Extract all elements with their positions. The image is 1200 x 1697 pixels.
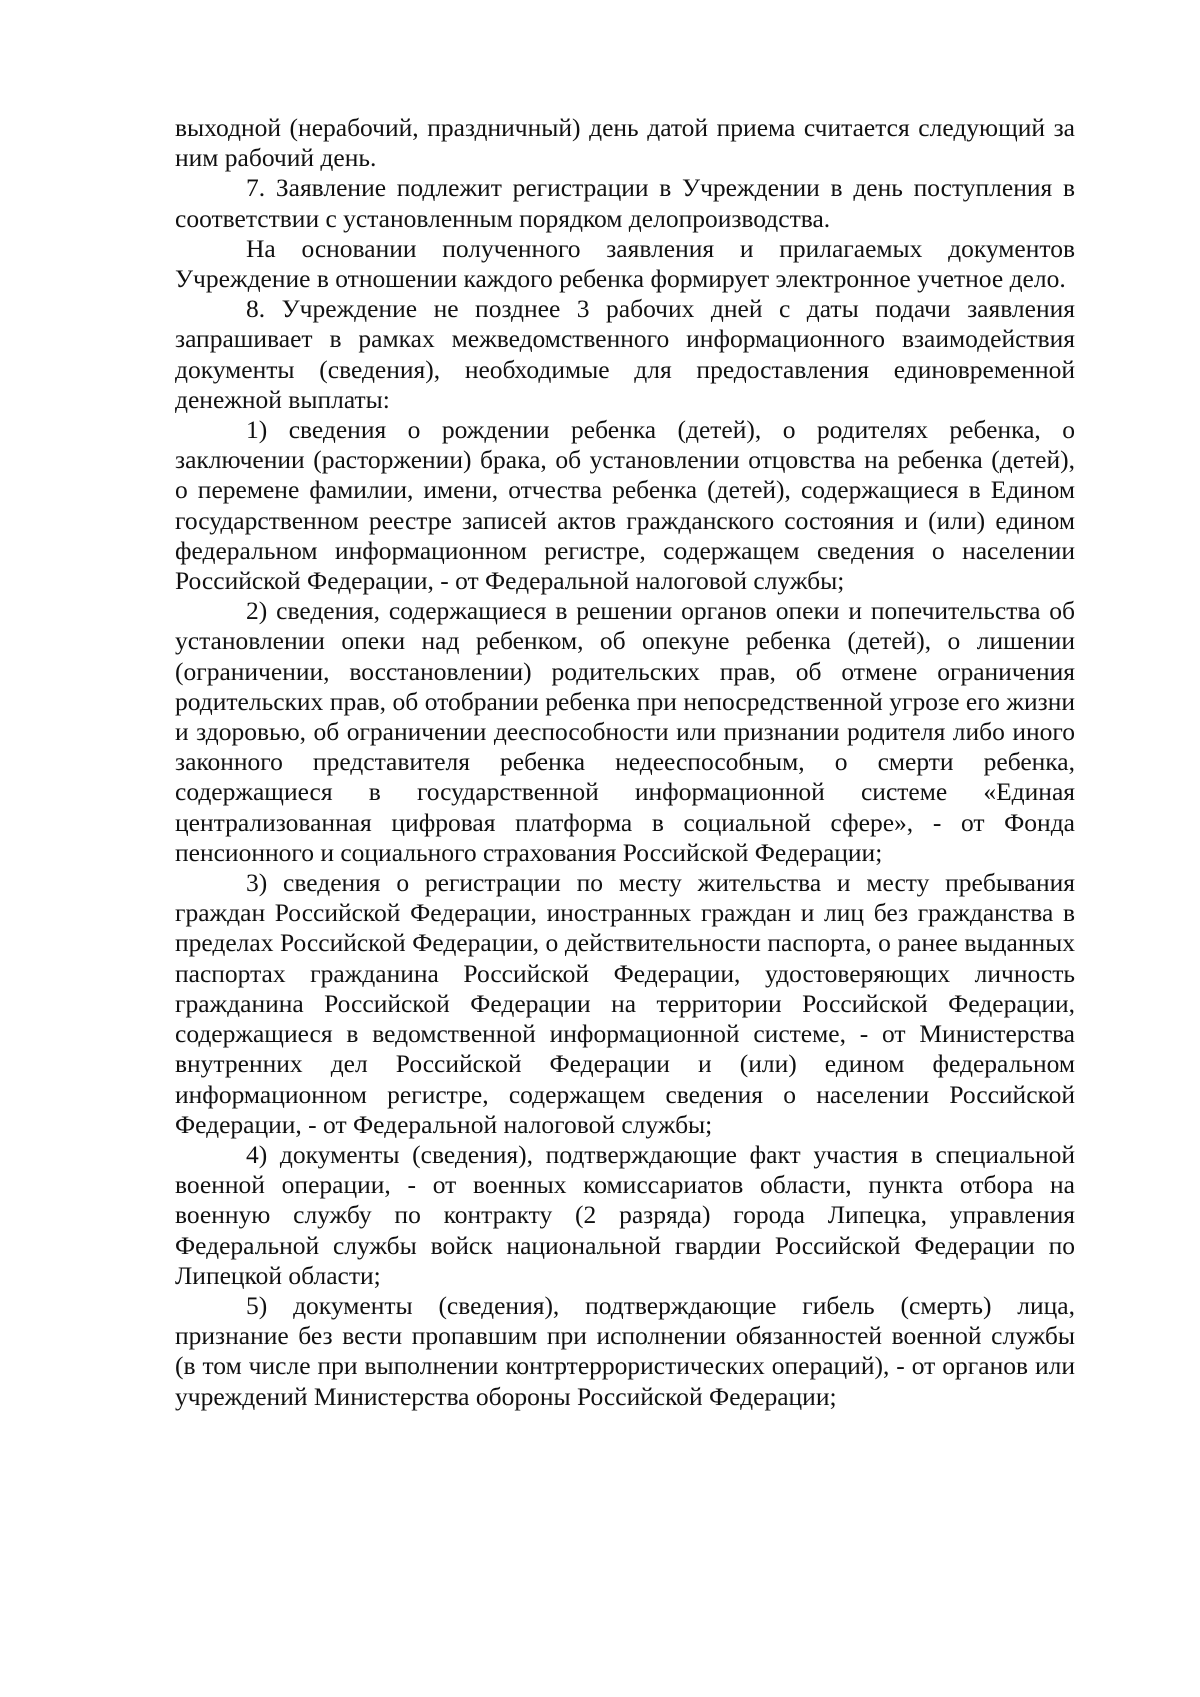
paragraph-subitem-4: 4) документы (сведения), подтверждающие факт участия в специальной военной операции, - от военных комиссариатов области, пункта отбора на военную службу по контракту (2 разряда) города Липецка, управления Федеральной службы войск национальной гвардии Российской Федерации по Липецкой области; — [175, 1139, 1075, 1290]
paragraph-subitem-3: 3) сведения о регистрации по месту жительства и месту пребывания граждан Российской Федерации, иностранных граждан и лиц без гражданства в пределах Российской Федерации, о действительности паспорта, о ранее выданных паспортах гражданина Российской Федерации, удостоверяющих личность гражданина Российской Федерации на территории Российской Федерации, содержащиеся в ведомственной информационной системе, - от Министерства внутренних дел Российской Федерации и (или) едином федеральном информационном регистре, содержащем сведения о населении Российской Федерации, - от Федеральной налоговой службы; — [175, 868, 1075, 1139]
paragraph-subitem-1: 1) сведения о рождении ребенка (детей), о родителях ребенка, о заключении (расторжении) брака, об установлении отцовства на ребенка (детей), о перемене фамилии, имени, отчества ребенка (детей), содержащиеся в Едином государственном реестре записей актов гражданского состояния и (или) едином федеральном информационном регистре, содержащем сведения о населении Российской Федерации, - от Федеральной налоговой службы; — [175, 415, 1075, 596]
paragraph-subitem-2: 2) сведения, содержащиеся в решении органов опеки и попечительства об установлении опеки над ребенком, об опекуне ребенка (детей), о лишении (ограничении, восстановлении) родительских прав, об отмене ограничения родительских прав, об отобрании ребенка при непосредственной угрозе его жизни и здоровью, об ограничении дееспособности или признании родителя либо иного законного представителя ребенка недееспособным, о смерти ребенка, содержащиеся в государственной информационной системе «Единая централизованная цифровая платформа в социальной сфере», - от Фонда пенсионного и социального страхования Российской Федерации; — [175, 596, 1075, 867]
paragraph-item-8: 8. Учреждение не позднее 3 рабочих дней с даты подачи заявления запрашивает в рамках межведомственного информационного взаимодействия документы (сведения), необходимые для предоставления единовременной денежной выплаты: — [175, 294, 1075, 414]
paragraph-subitem-5: 5) документы (сведения), подтверждающие гибель (смерть) лица, признание без вести пропавшим при исполнении обязанностей военной службы (в том числе при выполнении контртеррористических операций), - от органов или учреждений Министерства обороны Российской Федерации; — [175, 1290, 1075, 1411]
document-page — [175, 113, 1075, 1412]
paragraph-item-7: 7. Заявление подлежит регистрации в Учреждении в день поступления в соответствии с установленным порядком делопроизводства. — [175, 173, 1075, 233]
paragraph-continuation: выходной (нерабочий, праздничный) день датой приема считается следующий за ним рабочий день. — [175, 113, 1075, 173]
paragraph-electronic-file: На основании полученного заявления и прилагаемых документов Учреждение в отношении каждого ребенка формирует электронное учетное дело. — [175, 233, 1075, 294]
